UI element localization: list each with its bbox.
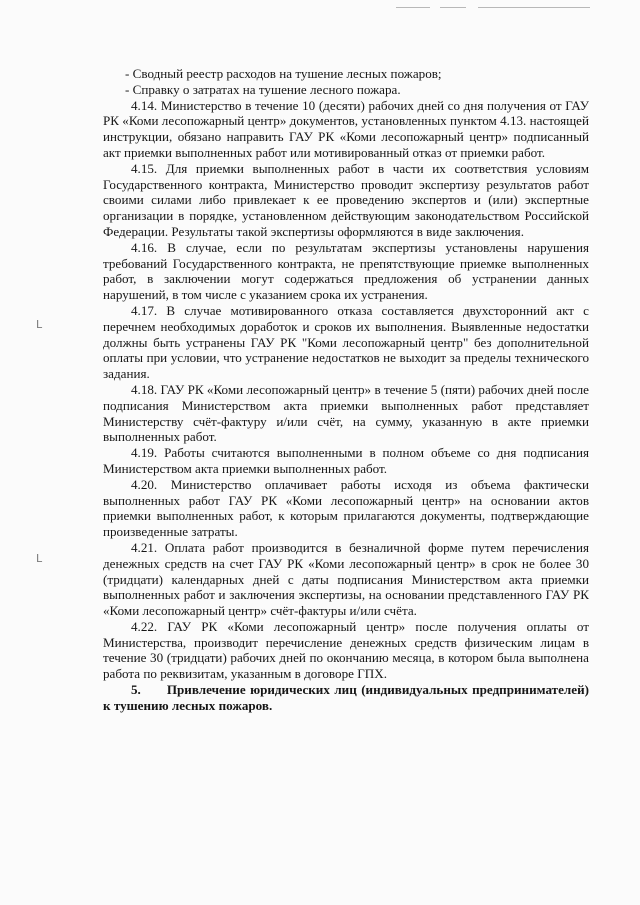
paragraph-p416: 4.16. В случае, если по результатам экспертизы установлены нарушения требований Государственного контракта, не препятствующие приемке выполненных работ, в заключении могут содержаться предложения об устранении данных нарушений, в том числе с указанием срока их устранения. — [103, 239, 589, 303]
paragraph-p422: 4.22. ГАУ РК «Коми лесопожарный центр» после получения оплаты от Министерства, производит перечисление денежных средств физическим лицам в течение 30 (тридцати) рабочих дней по окончанию месяца, в котором была выполнена работа по реквизитам, указанным в договоре ГПХ. — [103, 618, 589, 682]
scan-artifact-line — [396, 7, 430, 8]
margin-mark: ᒪ — [36, 318, 43, 331]
scan-artifact-line — [440, 7, 466, 8]
section-heading — [103, 682, 589, 714]
paragraph-p419: 4.19. Работы считаются выполненными в полном объеме со дня подписания Министерством акта приемки выполненных работ. — [103, 445, 589, 476]
paragraph-p0b: - Справку о затратах на тушение лесного пожара. — [125, 81, 401, 97]
section-title: Привлечение юридических лиц (индивидуальных предпринимателей) к тушению лесных пожаров. — [103, 682, 589, 713]
paragraph-p417: 4.17. В случае мотивированного отказа составляется двухсторонний акт с перечнем необходимых доработок и сроков их выполнения. Выявленные недостатки должны быть устранены ГАУ РК "Коми лесопожарный центр" без дополнительной оплаты при условии, что устранение недостатков не выходит за пределы технического задания. — [103, 302, 589, 382]
section-number: 5. — [131, 682, 141, 698]
document-body — [103, 66, 589, 714]
margin-mark: ᒪ — [36, 552, 43, 565]
scan-artifact-line — [478, 7, 590, 8]
paragraph-p420: 4.20. Министерство оплачивает работы исходя из объема фактически выполненных работ ГАУ РК «Коми лесопожарный центр» на основании актов приемки выполненных работ, к которым прилагаются документы, подтверждающие произведенные затраты. — [103, 476, 589, 540]
paragraph-p415: 4.15. Для приемки выполненных работ в части их соответствия условиям Государственного контракта, Министерство проводит экспертизу результатов работ своими силами либо привлекает к ее проведению экспертов и (или) экспертные организации в порядке, установленном действующим законодательством Российской Федерации. Результаты такой экспертизы оформляются в виде заключения. — [103, 160, 589, 239]
paragraph-p421: 4.21. Оплата работ производится в безналичной форме путем перечисления денежных средств на счет ГАУ РК «Коми лесопожарный центр» в срок не более 30 (тридцати) календарных дней с даты подписания Министерством акта приемки выполненных работ и заключения экспертизы, на основании представленного ГАУ РК «Коми лесопожарный центр» счёт-фактуры и/или счёта. — [103, 539, 589, 619]
paragraph-p0a: - Сводный реестр расходов на тушение лесных пожаров; — [125, 66, 442, 81]
paragraph-p418: 4.18. ГАУ РК «Коми лесопожарный центр» в течение 5 (пяти) рабочих дней после подписания Министерством акта приемки выполненных работ представляет Министерству счёт-фактуру и/или счёт, на сумму, указанную в акте приемки выполненных работ. — [103, 381, 589, 445]
paragraph-p414: 4.14. Министерство в течение 10 (десяти) рабочих дней со дня получения от ГАУ РК «Коми лесопожарный центр» документов, установленных пунктом 4.13. настоящей инструкции, обязано направить ГАУ РК «Коми лесопожарный центр» подписанный акт приемки выполненных работ или мотивированный отказ от приемки работ. — [103, 97, 589, 160]
